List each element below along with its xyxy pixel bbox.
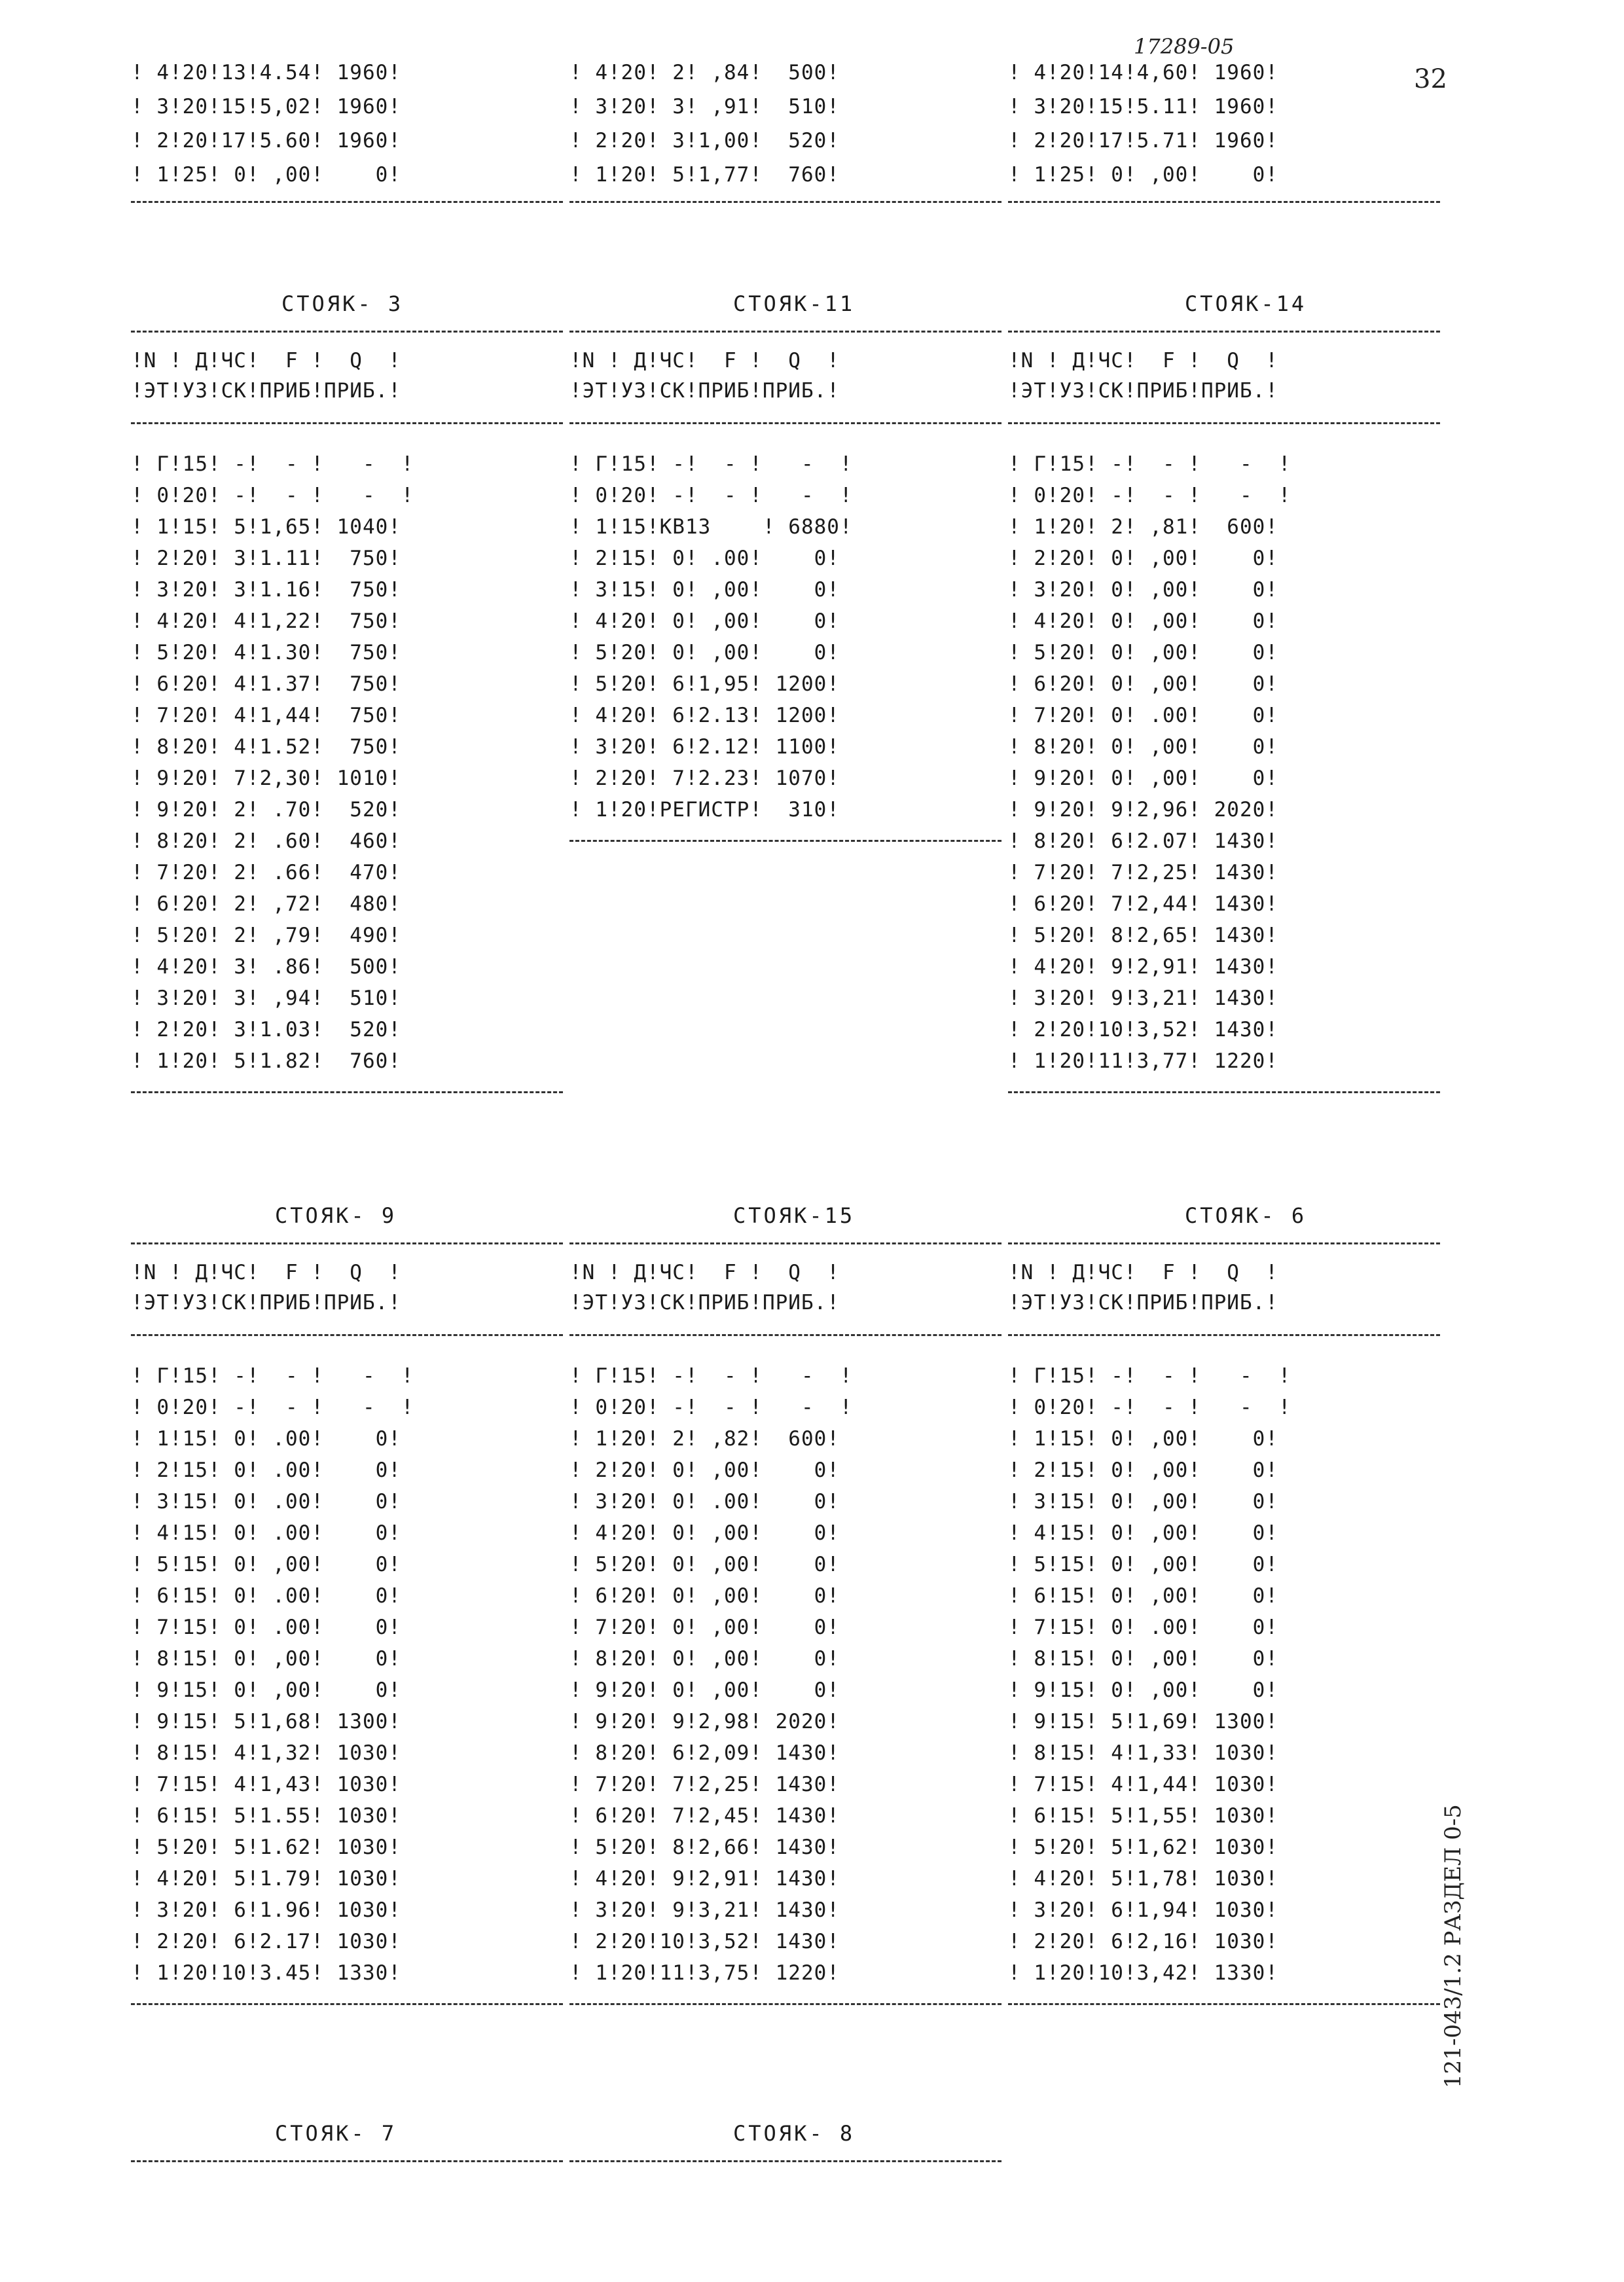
- table-row: ! 8!20! 4!1.52! 750!: [131, 735, 401, 759]
- table-row: ! 1!20! 2! ,82! 600!: [569, 1427, 840, 1451]
- table-row: ! 9!20! 9!2,98! 2020!: [569, 1710, 840, 1733]
- divider: [569, 1334, 1001, 1336]
- table-row: ! 2!20! 0! ,00! 0!: [569, 1458, 840, 1482]
- top-fragment-col-3: [1008, 62, 1440, 213]
- divider: [131, 422, 563, 424]
- divider: [1008, 1242, 1440, 1244]
- table-row: ! 9!20! 7!2,30! 1010!: [131, 767, 401, 790]
- header-row: !N ! Д!ЧС! F ! Q !: [1008, 1261, 1278, 1284]
- table-row: ! 1!20!РЕГИСТР! 310!: [569, 798, 840, 822]
- table-row: ! 6!20! 7!2,45! 1430!: [569, 1804, 840, 1828]
- table-row: ! 9!20! 0! ,00! 0!: [569, 1678, 840, 1702]
- header-row: !N ! Д!ЧС! F ! Q !: [569, 1261, 840, 1284]
- table-row: ! Г!15! -! - ! - !: [1008, 452, 1291, 476]
- divider: [569, 2003, 1001, 2005]
- table-row: ! 3!20! 9!3,21! 1430!: [569, 1898, 840, 1922]
- divider: [131, 1334, 563, 1336]
- divider: [1008, 2003, 1440, 2005]
- table-row: ! 2!20! 3!1.11! 750!: [131, 547, 401, 570]
- header-row: !N ! Д!ЧС! F ! Q !: [131, 1261, 401, 1284]
- table-row: ! 3!15! 0! .00! 0!: [131, 1490, 401, 1513]
- table-row: ! 4!20! 9!2,91! 1430!: [1008, 955, 1278, 979]
- top-fragment-col-2: [569, 62, 1001, 213]
- table-row: ! 8!15! 0! ,00! 0!: [131, 1647, 401, 1671]
- header-row: !ЭТ!УЗ!СК!ПРИБ!ПРИБ.!: [131, 1291, 401, 1314]
- table-row: ! 4!20! 0! ,00! 0!: [569, 1521, 840, 1545]
- table-row: ! Г!15! -! - ! - !: [131, 1364, 414, 1388]
- table-row: ! 1!20!10!3.45! 1330!: [131, 1961, 401, 1985]
- table-row: ! 6!20! 4!1.37! 750!: [131, 672, 401, 696]
- table-row: ! 0!20! -! - ! - !: [131, 1396, 414, 1419]
- table-row: ! 8!15! 0! ,00! 0!: [1008, 1647, 1278, 1671]
- table-title: СТОЯК- 6: [1185, 1203, 1307, 1228]
- table-row: ! 4!20! 0! ,00! 0!: [569, 609, 840, 633]
- table-row: ! 2!15! 0! .00! 0!: [569, 547, 840, 570]
- table-row: ! 1!15! 0! ,00! 0!: [1008, 1427, 1278, 1451]
- table-row: ! 9!15! 0! ,00! 0!: [1008, 1678, 1278, 1702]
- table-row: ! 4!20! 6!2.13! 1200!: [569, 704, 840, 727]
- table-row: ! 4!20!13!4.54! 1960!: [131, 61, 401, 84]
- divider: [569, 331, 1001, 333]
- table-row: ! Г!15! -! - ! - !: [131, 452, 414, 476]
- table-row: ! 2!15! 0! ,00! 0!: [1008, 1458, 1278, 1482]
- divider: [569, 1242, 1001, 1244]
- table-row: ! 5!20! 0! ,00! 0!: [569, 1553, 840, 1576]
- table-row: ! 8!15! 4!1,33! 1030!: [1008, 1741, 1278, 1765]
- riser-table-stoyak-3: [131, 291, 563, 1142]
- riser-table-stoyak-7: [131, 2121, 563, 2186]
- table-row: ! 4!20!14!4,60! 1960!: [1008, 61, 1278, 84]
- table-row: ! 4!20! 5!1,78! 1030!: [1008, 1867, 1278, 1891]
- table-row: ! 9!15! 5!1,69! 1300!: [1008, 1710, 1278, 1733]
- table-row: ! 8!20! 6!2,09! 1430!: [569, 1741, 840, 1765]
- table-row: ! 1!20!11!3,77! 1220!: [1008, 1049, 1278, 1073]
- divider: [131, 1091, 563, 1093]
- table-row: ! Г!15! -! - ! - !: [569, 452, 853, 476]
- table-row: ! 6!20! 7!2,44! 1430!: [1008, 892, 1278, 916]
- divider: [569, 840, 1001, 842]
- table-row: ! 3!20! 3!1.16! 750!: [131, 578, 401, 602]
- table-row: ! 4!20! 2! ,84! 500!: [569, 61, 840, 84]
- table-row: ! 1!20! 5!1,77! 760!: [569, 163, 840, 187]
- table-row: ! 6!20! 2! ,72! 480!: [131, 892, 401, 916]
- table-row: ! 4!20! 9!2,91! 1430!: [569, 1867, 840, 1891]
- table-row: ! 1!25! 0! ,00! 0!: [1008, 163, 1278, 187]
- divider: [131, 2160, 563, 2162]
- table-row: ! 2!20! 6!2,16! 1030!: [1008, 1930, 1278, 1953]
- header-row: !N ! Д!ЧС! F ! Q !: [131, 349, 401, 372]
- page-number: 32: [1414, 64, 1447, 94]
- table-row: ! 7!15! 0! .00! 0!: [1008, 1616, 1278, 1639]
- riser-table-stoyak-11: [569, 291, 1001, 880]
- table-row: ! 2!15! 0! .00! 0!: [131, 1458, 401, 1482]
- table-row: ! 4!20! 4!1,22! 750!: [131, 609, 401, 633]
- table-row: ! 9!15! 5!1,68! 1300!: [131, 1710, 401, 1733]
- table-row: ! 8!20! 6!2.07! 1430!: [1008, 829, 1278, 853]
- table-title: СТОЯК- 9: [275, 1203, 397, 1228]
- divider: [1008, 1091, 1440, 1093]
- riser-table-stoyak-14: [1008, 291, 1440, 1142]
- table-row: ! 1!15! 0! .00! 0!: [131, 1427, 401, 1451]
- header-row: !N ! Д!ЧС! F ! Q !: [569, 349, 840, 372]
- table-row: ! 8!15! 4!1,32! 1030!: [131, 1741, 401, 1765]
- divider: [131, 1242, 563, 1244]
- side-margin-note: 121-043/1.2 РАЗДЕЛ 0-5: [1440, 1804, 1466, 2088]
- table-row: ! 3!20! 6!1.96! 1030!: [131, 1898, 401, 1922]
- divider: [569, 422, 1001, 424]
- riser-table-stoyak-15: [569, 1203, 1001, 2054]
- table-row: ! 9!20! 0! ,00! 0!: [1008, 767, 1278, 790]
- divider: [1008, 331, 1440, 333]
- table-row: ! 1!15!КВ13 ! 6880!: [569, 515, 853, 539]
- table-row: ! 7!20! 0! .00! 0!: [1008, 704, 1278, 727]
- table-row: ! 1!15! 5!1,65! 1040!: [131, 515, 401, 539]
- table-row: ! 3!20! 9!3,21! 1430!: [1008, 987, 1278, 1010]
- divider: [131, 2003, 563, 2005]
- table-row: ! 8!20! 0! ,00! 0!: [569, 1647, 840, 1671]
- divider: [1008, 1334, 1440, 1336]
- table-row: ! 2!20! 0! ,00! 0!: [1008, 547, 1278, 570]
- table-row: ! 5!15! 0! ,00! 0!: [1008, 1553, 1278, 1576]
- table-row: ! 9!15! 0! ,00! 0!: [131, 1678, 401, 1702]
- table-row: ! 6!20! 0! ,00! 0!: [569, 1584, 840, 1608]
- table-row: ! 1!20!11!3,75! 1220!: [569, 1961, 840, 1985]
- table-row: ! 3!20! 3! ,91! 510!: [569, 95, 840, 118]
- riser-table-stoyak-9: [131, 1203, 563, 2054]
- riser-table-stoyak-6: [1008, 1203, 1440, 2054]
- table-row: ! 0!20! -! - ! - !: [1008, 1396, 1291, 1419]
- table-row: ! 2!20!17!5.71! 1960!: [1008, 129, 1278, 153]
- table-row: ! 6!15! 0! .00! 0!: [131, 1584, 401, 1608]
- table-title: СТОЯК-15: [733, 1203, 856, 1228]
- divider: [569, 201, 1001, 203]
- document-number: 17289-05: [1134, 34, 1235, 59]
- header-row: !ЭТ!УЗ!СК!ПРИБ!ПРИБ.!: [1008, 1291, 1278, 1314]
- table-row: ! 3!15! 0! ,00! 0!: [569, 578, 840, 602]
- header-row: !ЭТ!УЗ!СК!ПРИБ!ПРИБ.!: [131, 379, 401, 403]
- table-row: ! 6!20! 0! ,00! 0!: [1008, 672, 1278, 696]
- table-row: ! 4!15! 0! .00! 0!: [131, 1521, 401, 1545]
- table-row: ! 7!20! 2! .66! 470!: [131, 861, 401, 884]
- table-title: СТОЯК-11: [733, 291, 856, 316]
- table-row: ! 3!20! 6!2.12! 1100!: [569, 735, 840, 759]
- table-row: ! 8!20! 0! ,00! 0!: [1008, 735, 1278, 759]
- table-row: ! 6!15! 5!1.55! 1030!: [131, 1804, 401, 1828]
- header-row: !ЭТ!УЗ!СК!ПРИБ!ПРИБ.!: [569, 1291, 840, 1314]
- table-row: ! 2!20! 3!1,00! 520!: [569, 129, 840, 153]
- table-row: ! 3!20! 3! ,94! 510!: [131, 987, 401, 1010]
- header-row: !N ! Д!ЧС! F ! Q !: [1008, 349, 1278, 372]
- riser-table-stoyak-8: [569, 2121, 1001, 2186]
- table-row: ! 0!20! -! - ! - !: [131, 484, 414, 507]
- table-row: ! Г!15! -! - ! - !: [569, 1364, 853, 1388]
- table-row: ! 0!20! -! - ! - !: [569, 1396, 853, 1419]
- table-row: ! 6!15! 5!1,55! 1030!: [1008, 1804, 1278, 1828]
- table-row: ! 4!15! 0! ,00! 0!: [1008, 1521, 1278, 1545]
- table-row: ! 9!20! 9!2,96! 2020!: [1008, 798, 1278, 822]
- table-row: ! 3!20! 6!1,94! 1030!: [1008, 1898, 1278, 1922]
- table-row: ! 7!15! 4!1,43! 1030!: [131, 1773, 401, 1796]
- top-fragment-col-1: [131, 62, 563, 213]
- header-row: !ЭТ!УЗ!СК!ПРИБ!ПРИБ.!: [569, 379, 840, 403]
- table-row: ! 7!15! 0! .00! 0!: [131, 1616, 401, 1639]
- table-title: СТОЯК- 8: [733, 2121, 856, 2146]
- table-row: ! 5!20! 2! ,79! 490!: [131, 924, 401, 947]
- header-row: !ЭТ!УЗ!СК!ПРИБ!ПРИБ.!: [1008, 379, 1278, 403]
- table-row: ! 1!20! 2! ,81! 600!: [1008, 515, 1278, 539]
- table-row: ! 2!20!10!3,52! 1430!: [569, 1930, 840, 1953]
- table-row: ! 7!20! 4!1,44! 750!: [131, 704, 401, 727]
- divider: [131, 201, 563, 203]
- table-row: ! 9!20! 2! .70! 520!: [131, 798, 401, 822]
- table-row: ! 5!20! 5!1.62! 1030!: [131, 1836, 401, 1859]
- table-row: ! 6!15! 0! ,00! 0!: [1008, 1584, 1278, 1608]
- table-row: ! 2!20!10!3,52! 1430!: [1008, 1018, 1278, 1041]
- table-row: ! 2!20! 3!1.03! 520!: [131, 1018, 401, 1041]
- table-row: ! 1!20! 5!1.82! 760!: [131, 1049, 401, 1073]
- table-row: ! 5!20! 0! ,00! 0!: [569, 641, 840, 664]
- divider: [1008, 201, 1440, 203]
- table-row: ! 7!15! 4!1,44! 1030!: [1008, 1773, 1278, 1796]
- table-row: ! 7!20! 0! ,00! 0!: [569, 1616, 840, 1639]
- divider: [569, 2160, 1001, 2162]
- table-row: ! 4!20! 5!1.79! 1030!: [131, 1867, 401, 1891]
- table-row: ! 5!20! 5!1,62! 1030!: [1008, 1836, 1278, 1859]
- table-title: СТОЯК-14: [1185, 291, 1307, 316]
- table-row: ! Г!15! -! - ! - !: [1008, 1364, 1291, 1388]
- table-row: ! 5!20! 8!2,65! 1430!: [1008, 924, 1278, 947]
- table-row: ! 2!20!17!5.60! 1960!: [131, 129, 401, 153]
- divider: [1008, 422, 1440, 424]
- table-title: СТОЯК- 3: [281, 291, 404, 316]
- table-row: ! 3!20!15!5,02! 1960!: [131, 95, 401, 118]
- table-row: ! 8!20! 2! .60! 460!: [131, 829, 401, 853]
- table-row: ! 0!20! -! - ! - !: [1008, 484, 1291, 507]
- table-row: ! 4!20! 3! .86! 500!: [131, 955, 401, 979]
- table-title: СТОЯК- 7: [275, 2121, 397, 2146]
- table-row: ! 5!15! 0! ,00! 0!: [131, 1553, 401, 1576]
- table-row: ! 1!25! 0! ,00! 0!: [131, 163, 401, 187]
- table-row: ! 7!20! 7!2,25! 1430!: [1008, 861, 1278, 884]
- table-row: ! 5!20! 6!1,95! 1200!: [569, 672, 840, 696]
- table-row: ! 5!20! 0! ,00! 0!: [1008, 641, 1278, 664]
- table-row: ! 1!20!10!3,42! 1330!: [1008, 1961, 1278, 1985]
- table-row: ! 0!20! -! - ! - !: [569, 484, 853, 507]
- table-row: ! 5!20! 4!1.30! 750!: [131, 641, 401, 664]
- table-row: ! 7!20! 7!2,25! 1430!: [569, 1773, 840, 1796]
- table-row: ! 3!20! 0! .00! 0!: [569, 1490, 840, 1513]
- table-row: ! 3!20!15!5.11! 1960!: [1008, 95, 1278, 118]
- divider: [131, 331, 563, 333]
- table-row: ! 3!20! 0! ,00! 0!: [1008, 578, 1278, 602]
- table-row: ! 4!20! 0! ,00! 0!: [1008, 609, 1278, 633]
- table-row: ! 2!20! 7!2.23! 1070!: [569, 767, 840, 790]
- table-row: ! 3!15! 0! ,00! 0!: [1008, 1490, 1278, 1513]
- table-row: ! 5!20! 8!2,66! 1430!: [569, 1836, 840, 1859]
- table-row: ! 2!20! 6!2.17! 1030!: [131, 1930, 401, 1953]
